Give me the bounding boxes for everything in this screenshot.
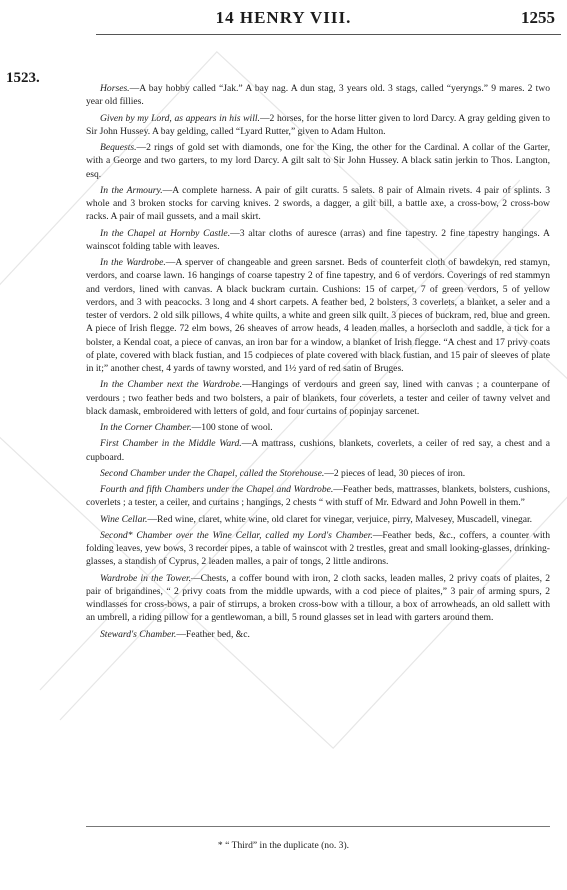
- paragraph-text: —100 stone of wool.: [191, 422, 273, 433]
- paragraph-text: —Hangings of verdours and green say, lined with canvas ; a counterpane of verdours ; two feather beds and two bolsters, a pair of blankets, four coverlets, a tester and ceiler of tawny velvet and black damask, embroidered with letters of gold, and four curtains of popinjay sarcenet.: [86, 379, 550, 417]
- paragraph-heading: Fourth and fifth Chambers under the Chapel and Wardrobe.: [100, 484, 334, 495]
- paragraph-heading: Given by my Lord, as appears in his will.: [100, 112, 260, 124]
- paragraph-text: —Feather beds, &c., coffers, a counter with folding leaves, yew bows, 3 recorder pipes, a table of wainscot with 2 trestles, great and small looking-glasses, drinking-glasses, a standish of Cyprus, 2 leaden malles, a pair of tongs, 2 little andirons.: [86, 529, 550, 568]
- paragraph-heading: First Chamber in the Middle Ward.: [100, 438, 242, 450]
- inventory-paragraph: [86, 141, 550, 181]
- footnote: * “ Third” in the duplicate (no. 3).: [217, 840, 350, 851]
- paragraph-text: —2 pieces of lead, 30 pieces of iron.: [324, 467, 466, 479]
- header-rule: [96, 34, 561, 35]
- paragraph-heading: In the Chamber next the Wardrobe.: [100, 379, 243, 391]
- paragraph-text: —A mattrass, cushions, blankets, coverlets, a ceiler of red say, a chest and a cupboard.: [86, 438, 551, 463]
- inventory-paragraph: [86, 227, 550, 254]
- inventory-paragraph: [86, 82, 550, 109]
- paragraph-heading: Wardrobe in the Tower.: [100, 572, 192, 584]
- paragraph-heading: Steward's Chamber.: [100, 628, 177, 640]
- paragraph-text: —Red wine, claret, white wine, old claret for vinegar, verjuice, pirry, Malvesey, Muscadell, vinegar.: [147, 513, 533, 525]
- paragraph-text: —Feather beds, mattrasses, blankets, bolsters, cushions, coverlets ; a tester, a ceiler, and curtains ; hangings, 2 chests “ with stuff of Mr. Edward and John Powell in them.”: [86, 484, 550, 509]
- inventory-paragraph: [86, 529, 550, 569]
- paragraph-heading: In the Armoury.: [100, 184, 163, 196]
- paragraph-heading: Wine Cellar.: [100, 513, 148, 525]
- paragraph-text: —3 altar cloths of auresce (arras) and fine tapestry. 2 fine tapestry hangings. A wainscot folding table with leaves.: [86, 227, 550, 252]
- paragraph-text: —Chests, a coffer bound with iron, 2 cloth sacks, leaden malles, 2 privy coats of plaites, 2 pair of brigandines, “ 2 privy coats from the middle upwards, with a cod piece of plaites,” 3 pair of arming spurs, 2 windlasses for cross-bows, a pair of stirrups, a broken cross-bow with a tillour, a box of arrowheads, an old sallett with an umbrell, a riding pillow for a gentlewoman, a bill, 5 round glasses set in lead with garters around them.: [86, 572, 550, 624]
- inventory-paragraph: [86, 437, 550, 464]
- inventory-paragraph: [86, 467, 550, 480]
- page-number: 1255: [521, 8, 555, 27]
- paragraph-heading: Second Chamber under the Chapel, called the Storehouse.: [100, 467, 325, 479]
- margin-year: 1523.: [6, 70, 40, 86]
- inventory-paragraph: [86, 112, 550, 139]
- inventory-paragraph: [86, 483, 550, 510]
- inventory-paragraph: [86, 572, 550, 625]
- document-body: [86, 82, 550, 644]
- paragraph-text: —2 horses, for the horse litter given to lord Darcy. A gray gelding given to Sir John Hussey. A bay gelding, called “Lyard Rutter,” given to Adam Hulton.: [86, 112, 551, 137]
- paragraph-text: —Feather bed, &c.: [176, 628, 250, 640]
- paragraph-heading: Bequests.: [100, 142, 137, 153]
- inventory-paragraph: [86, 184, 550, 224]
- paragraph-text: —2 rings of gold set with diamonds, one for the King, the other for the Cardinal. A collar of the Garter, with a George and two garters, to my lord Darcy. A gilt salt to Sir John Hussey. A black satin jerkin to Thos. Langton, esq.: [86, 142, 550, 180]
- paragraph-heading: In the Chapel at Hornby Castle.: [100, 227, 231, 239]
- inventory-paragraph: [86, 256, 550, 375]
- paragraph-heading: In the Corner Chamber.: [100, 422, 192, 433]
- paragraph-text: —A bay hobby called “Jak.” A bay nag. A dun stag, 3 years old. 3 stags, called “yeryngs.” 9 mares. 2 two year old fillies.: [86, 83, 550, 108]
- paragraph-text: —A sperver of changeable and green sarsnet. Beds of counterfeit cloth of bawdekyn, red stamyn, verdors, and coarse lawn. 16 hangings of coarse tapestry 2 of fine tapestry, and 6 of verdors. Coverings of red stammyn and verdors, lined with canvas. A black buckram curtain. Cushions: 15 of carpet, 7 of green verdors, 5 of yellow verdors, and 3 with peacocks. 3 long and 4 short carpets. A feather bed, 2 bolsters, 3 coverlets, a blanket, a seler and a tester of verdors. 2 old silk pillows, 4 white quilts, a white and green silk quilt. 3 pieces of buckram, red, blue and green. A piece of Irish flegge. 72 elm bows, 26 sheaves of arrow heads, 4 leaden malles, a horsecloth and saddle, a tick for a bolster, a Kendal coat, a piece of canvas, an iron bar for a window, a blanket of Irish flegge. “A chest and 17 privy coats of plate, covered with black fustian, and 15 codpieces of plate covered with black fustian, and 15 pair of sleeves of plate in it;” another chest, 4 yards of tawny worsted, and 1½ yard of red satin of Bruges.: [86, 257, 551, 374]
- inventory-paragraph: [86, 378, 550, 418]
- paragraph-heading: Horses.: [100, 83, 130, 94]
- inventory-paragraph: [86, 628, 550, 641]
- paragraph-heading: In the Wardrobe.: [100, 257, 166, 268]
- running-title: 14 HENRY VIII.: [215, 8, 352, 27]
- paragraph-text: —A complete harness. A pair of gilt curatts. 5 salets. 8 pair of Almain rivets. 4 pair of splints. 3 whole and 3 broken stocks for carving knives. 2 swords, a dagger, a gilt bill, a battle axe, a cross-bow, 2 cross-bow racks. A pair of mail gussets, and a mail skirt.: [86, 184, 550, 223]
- paragraph-heading: Second* Chamber over the Wine Cellar, called my Lord's Chamber.: [100, 529, 373, 541]
- inventory-paragraph: [86, 513, 550, 526]
- inventory-paragraph: [86, 421, 550, 434]
- footnote-rule: [86, 826, 550, 827]
